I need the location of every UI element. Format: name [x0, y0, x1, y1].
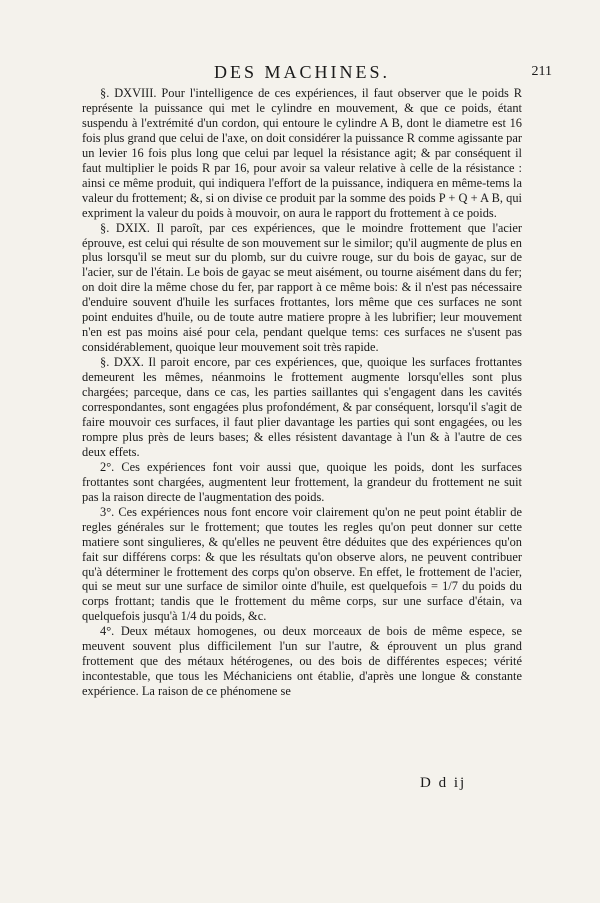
paragraph-point-2: 2°. Ces expériences font voir aussi que, quoique les poids, dont les surfaces frottantes sont chargées, augmentent leur frottement, la grandeur du frottement ne suit pas la raison directe de l'augmentation des poids. — [82, 459, 522, 504]
paragraph-point-3: 3°. Ces expériences nous font encore voir clairement qu'on ne peut point établir de regles générales sur le frottement; que toutes les regles qu'on peut donner sur cette matiere sont singulieres, & qu'elles ne peuvent être déduites que des expériences qu'on fait sur différens corps: & que les résultats qu'on observe alors, ne peuvent contribuer qu'à déterminer le frottement des corps qu'on observe. En effet, le frottement de l'acier, qui se meut sur une surface de similor ointe d'huile, est quelquefois = 1/7 du poids du corps frottant; tandis que le frottement du même corps, sur une surface d'étain, va quelquefois jusqu'à 1/4 du poids, &c. — [82, 504, 522, 624]
running-head — [82, 62, 552, 84]
paragraph-dxix: §. DXIX. Il paroît, par ces expériences, que le moindre frottement que l'acier éprouve, est celui qui résulte de son mouvement sur le similor; qu'il augmente de plus en plus lorsqu'il se meut sur du plomb, sur du cuivre rouge, sur du bois de gayac, sur de l'acier, sur de l'étain. Le bois de gayac se meut aisément, ou tourne aisément dans du fer; on doit dire la même chose du fer, par rapport à ce même bois: & il n'est pas nécessaire d'enduire souvent d'huile les surfaces frottantes, lors même que ces surfaces ne sont point enduites d'huile, ou de toute autre matiere propre à les lubrifier; leur mouvement n'en est pas moins aisé pour cela, pendant quelque tems: ces surfaces ne s'usent pas considérablement, quoique leur mouvement soit très rapide. — [82, 220, 522, 355]
page-number: 211 — [531, 64, 552, 79]
signature-mark: D d ij — [420, 775, 467, 791]
paragraph-dxx: §. DXX. Il paroit encore, par ces expériences, que, quoique les surfaces frottantes demeurent les mêmes, néanmoins le frottement augmente lorsqu'elles sont plus chargées; parceque, dans ce cas, les parties saillantes qui s'engagent dans les cavités correspondantes, sont engagées plus profondément, & par conséquent, lorsqu'il s'agit de faire mouvoir ces surfaces, il faut plier davantage les parties qui sont engagées, ou les rompre plus près de leurs bases; & elles résistent davantage à l'un & à l'autre de ces deux effets. — [82, 355, 522, 459]
paragraph-dxviii: §. DXVIII. Pour l'intelligence de ces expériences, il faut observer que le poids R représente la puissance qui met le cylindre en mouvement, & que ce poids, étant suspendu à l'extrémité d'un cordon, qui entoure le cylindre A B, dont le diametre est 16 fois plus grand que celui de l'axe, on doit considérer la puissance R comme agissante par un levier 16 fois plus long que celui par lequel la résistance agit; & par conséquent il faut multiplier le poids R par 16, pour avoir sa valeur relative à celle de la résistance : ainsi ce même produit, qui indiquera l'effort de la puissance, indiquera en même-tems la valeur du frottement; &, si on divise ce produit par la somme des poids P + Q + A B, qui expriment la valeur du poids à mouvoir, on aura le rapport du frottement à ce poids. — [82, 86, 522, 220]
paragraph-point-4: 4°. Deux métaux homogenes, ou deux morceaux de bois de même espece, se meuvent souvent plus difficilement l'un sur l'autre, & éprouvent un plus grand frottement que des métaux hétérogenes, ou des bois de différentes especes; vérité incontestable, que tous les Méchaniciens ont établie, d'après une longue & constante expérience. La raison de ce phénomene se — [82, 624, 522, 699]
body-text — [82, 86, 522, 699]
running-title: DES MACHINES. — [213, 62, 390, 82]
